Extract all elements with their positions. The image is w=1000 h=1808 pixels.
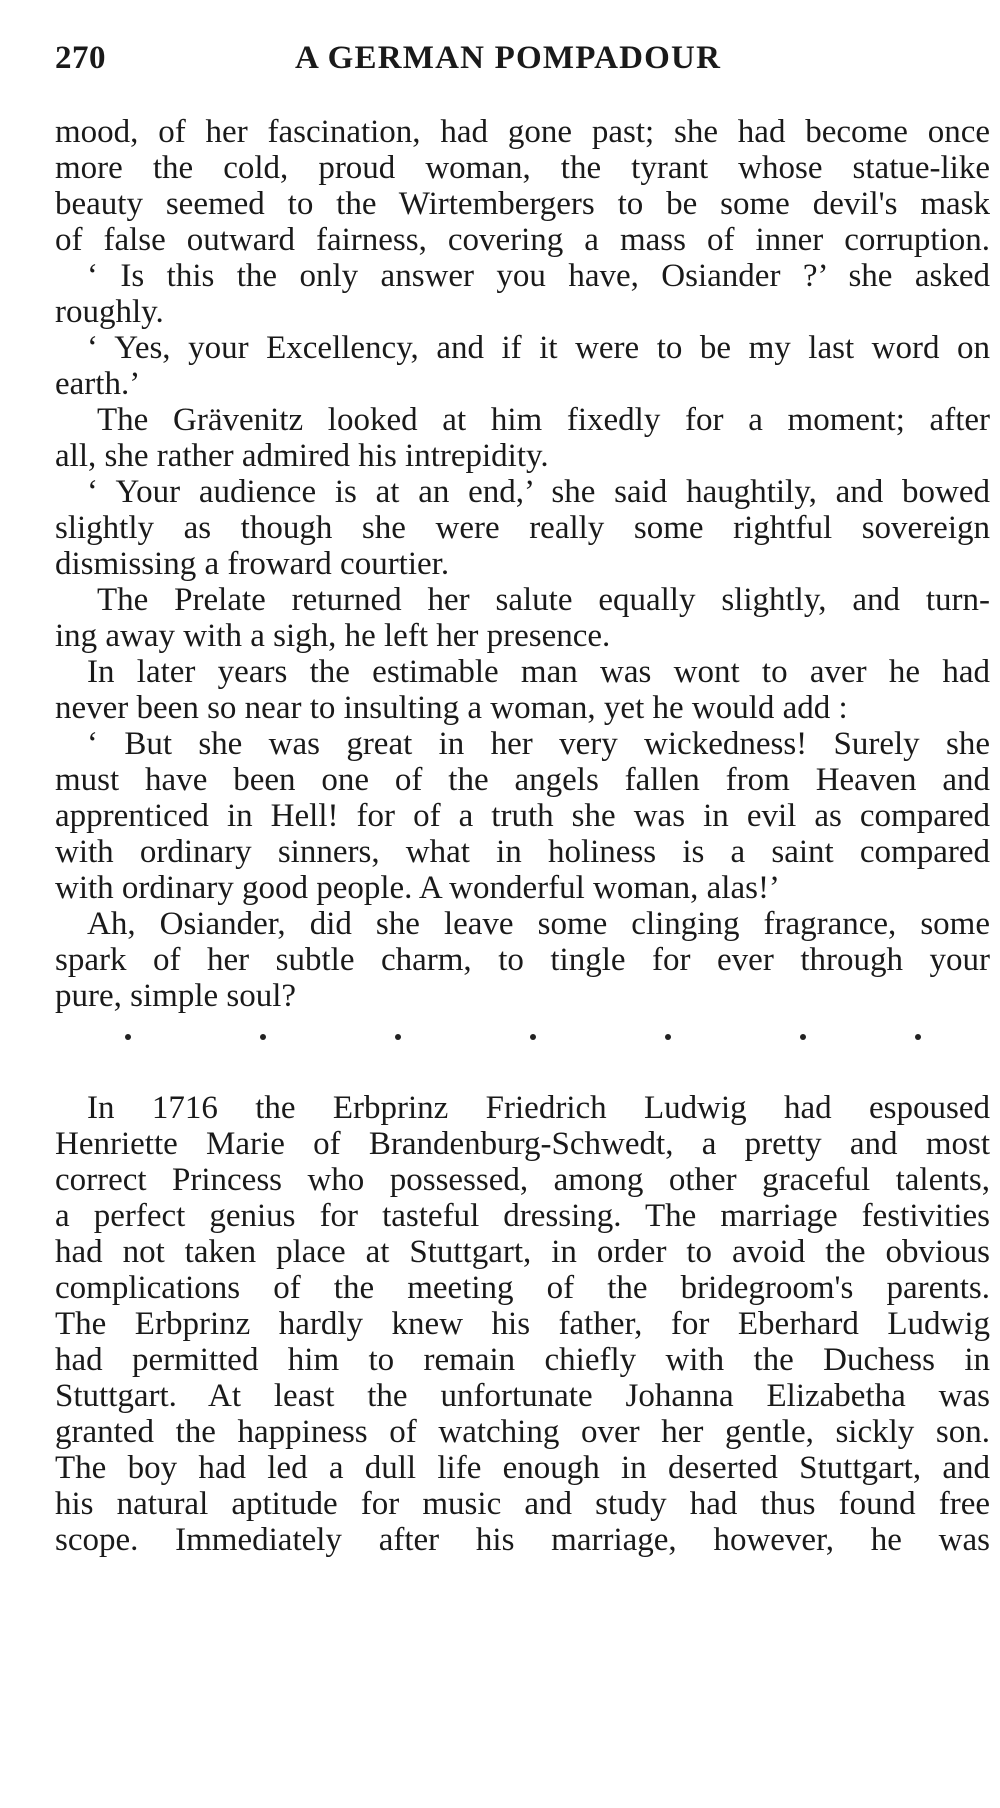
text-line: Ah, Osiander, did she leave some clinging fragrance, some bbox=[87, 906, 990, 942]
text-line: Henriette Marie of Brandenburg-Schwedt, a pretty and most bbox=[55, 1126, 990, 1162]
text-line: apprenticed in Hell! for of a truth she was in evil as compared bbox=[55, 798, 990, 834]
text-line: The Grävenitz looked at him fixedly for a moment; after bbox=[97, 402, 990, 438]
text-line: of false outward fairness, covering a mass of inner corruption. bbox=[55, 222, 990, 258]
text-line: In later years the estimable man was wont to aver he had bbox=[87, 654, 990, 690]
text-line: ‘ Your audience is at an end,’ she said haughtily, and bowed bbox=[87, 474, 990, 510]
text-line: slightly as though she were really some rightful sovereign bbox=[55, 510, 990, 546]
text-line: pure, simple soul? bbox=[55, 978, 297, 1014]
text-line: Stuttgart. At least the unfortunate Johanna Elizabetha was bbox=[55, 1378, 990, 1414]
text-line: all, she rather admired his intrepidity. bbox=[55, 438, 549, 474]
text-line: complications of the meeting of the bridegroom's parents. bbox=[55, 1270, 990, 1306]
text-line: more the cold, proud woman, the tyrant whose statue-like bbox=[55, 150, 990, 186]
text-line: scope. Immediately after his marriage, however, he was bbox=[55, 1522, 990, 1558]
text-line: with ordinary good people. A wonderful woman, alas!’ bbox=[55, 870, 780, 906]
text-line: The boy had led a dull life enough in deserted Stuttgart, and bbox=[55, 1450, 990, 1486]
text-line: The Prelate returned her salute equally slightly, and turn- bbox=[97, 582, 990, 618]
text-line: mood, of her fascination, had gone past; she had become once bbox=[55, 114, 990, 150]
section-break-dot bbox=[800, 1034, 806, 1040]
page-number: 270 bbox=[55, 40, 106, 76]
text-line: earth.’ bbox=[55, 366, 141, 402]
text-line: granted the happiness of watching over her gentle, sickly son. bbox=[55, 1414, 990, 1450]
text-line: a perfect genius for tasteful dressing. The marriage festivities bbox=[55, 1198, 990, 1234]
text-line: roughly. bbox=[55, 294, 164, 330]
text-line: correct Princess who possessed, among other graceful talents, bbox=[55, 1162, 990, 1198]
section-break-dot bbox=[530, 1034, 536, 1040]
text-line: with ordinary sinners, what in holiness is a saint compared bbox=[55, 834, 990, 870]
running-head bbox=[55, 40, 990, 100]
section-break-dot bbox=[915, 1034, 921, 1040]
text-line: In 1716 the Erbprinz Friedrich Ludwig had espoused bbox=[87, 1090, 990, 1126]
text-line: had permitted him to remain chiefly with the Duchess in bbox=[55, 1342, 990, 1378]
text-line: must have been one of the angels fallen from Heaven and bbox=[55, 762, 990, 798]
section-break-dot bbox=[125, 1034, 131, 1040]
section-break-dot bbox=[395, 1034, 401, 1040]
running-title: A GERMAN POMPADOUR bbox=[295, 40, 722, 76]
text-line: dismissing a froward courtier. bbox=[55, 546, 450, 582]
section-break-dot bbox=[260, 1034, 266, 1040]
text-line: The Erbprinz hardly knew his father, for Eberhard Ludwig bbox=[55, 1306, 990, 1342]
text-line: never been so near to insulting a woman, yet he would add : bbox=[55, 690, 848, 726]
text-line: ing away with a sigh, he left her presence. bbox=[55, 618, 611, 654]
section-break bbox=[110, 1034, 930, 1048]
text-line: spark of her subtle charm, to tingle for ever through your bbox=[55, 942, 990, 978]
text-line: ‘ Yes, your Excellency, and if it were to be my last word on bbox=[87, 330, 990, 366]
text-line: ‘ But she was great in her very wickedness! Surely she bbox=[87, 726, 990, 762]
text-line: his natural aptitude for music and study had thus found free bbox=[55, 1486, 990, 1522]
text-line: had not taken place at Stuttgart, in order to avoid the obvious bbox=[55, 1234, 990, 1270]
text-line: beauty seemed to the Wirtembergers to be some devil's mask bbox=[55, 186, 990, 222]
section-break-dot bbox=[665, 1034, 671, 1040]
text-line: ‘ Is this the only answer you have, Osiander ?’ she asked bbox=[87, 258, 990, 294]
